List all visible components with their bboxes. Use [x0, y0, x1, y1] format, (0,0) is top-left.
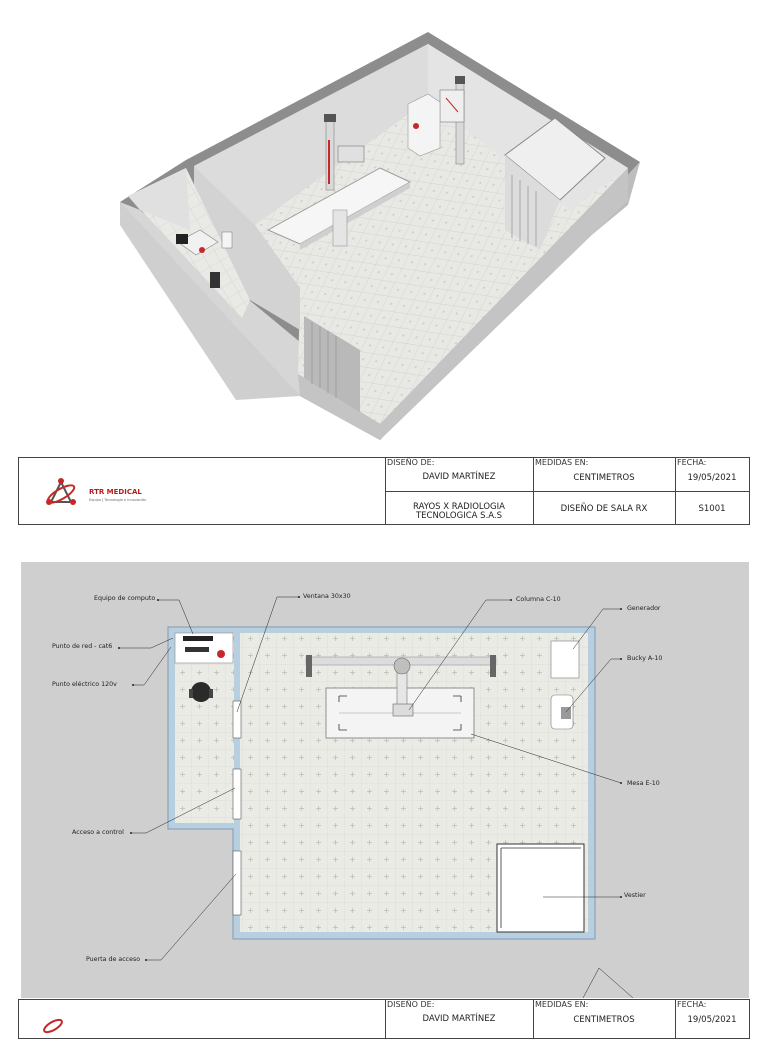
- logo-tagline: Equipo | Tecnología e Innovación: [89, 498, 147, 502]
- label-generador: Generador: [627, 605, 661, 612]
- company-line-1: RAYOS X RADIOLOGIA: [413, 502, 505, 512]
- units-value-repeat: CENTIMETROS: [573, 1015, 635, 1025]
- label-ventana: Ventana 30x30: [303, 593, 351, 600]
- label-columna: Columna C-10: [516, 596, 561, 603]
- room-3d-render: [0, 0, 768, 450]
- label-acceso-control: Acceso a control: [72, 829, 124, 836]
- company-logo: [37, 464, 167, 524]
- date-value-repeat: 19/05/2021: [687, 1015, 737, 1025]
- logo-icon: [46, 478, 77, 506]
- date-label-repeat: FECHA:: [677, 1000, 707, 1009]
- label-punto-red: Punto de red - cat6: [52, 643, 113, 650]
- designer-name-repeat: DAVID MARTÍNEZ: [422, 1014, 496, 1024]
- date-value: 19/05/2021: [687, 473, 737, 483]
- label-punto-electrico: Punto eléctrico 120v: [52, 681, 117, 688]
- drawing-name: DISEÑO DE SALA RX: [560, 504, 648, 514]
- label-puerta-acceso: Puerta de acceso: [86, 956, 141, 963]
- company-line-2: TECNOLOGICA S.A.S: [415, 511, 503, 521]
- title-block: [18, 457, 750, 525]
- designer-label-repeat: DISEÑO DE:: [387, 1000, 435, 1009]
- units-value: CENTIMETROS: [573, 473, 635, 483]
- label-bucky: Bucky A-10: [627, 655, 663, 662]
- company-logo-repeat: [37, 1014, 97, 1044]
- sheet-number: S1001: [698, 504, 726, 514]
- units-label-repeat: MEDIDAS EN:: [535, 1000, 589, 1009]
- label-equipo-computo: Equipo de computo: [94, 595, 156, 602]
- logo-name: RTR MEDICAL: [89, 488, 142, 496]
- designer-label: DISEÑO DE:: [387, 458, 435, 467]
- date-label: FECHA:: [677, 458, 707, 467]
- label-vestier: Vestier: [624, 892, 646, 899]
- designer-name: DAVID MARTÍNEZ: [422, 472, 496, 482]
- label-mesa: Mesa E-10: [627, 780, 660, 787]
- title-block-repeat: [18, 999, 750, 1039]
- units-label: MEDIDAS EN:: [535, 458, 589, 467]
